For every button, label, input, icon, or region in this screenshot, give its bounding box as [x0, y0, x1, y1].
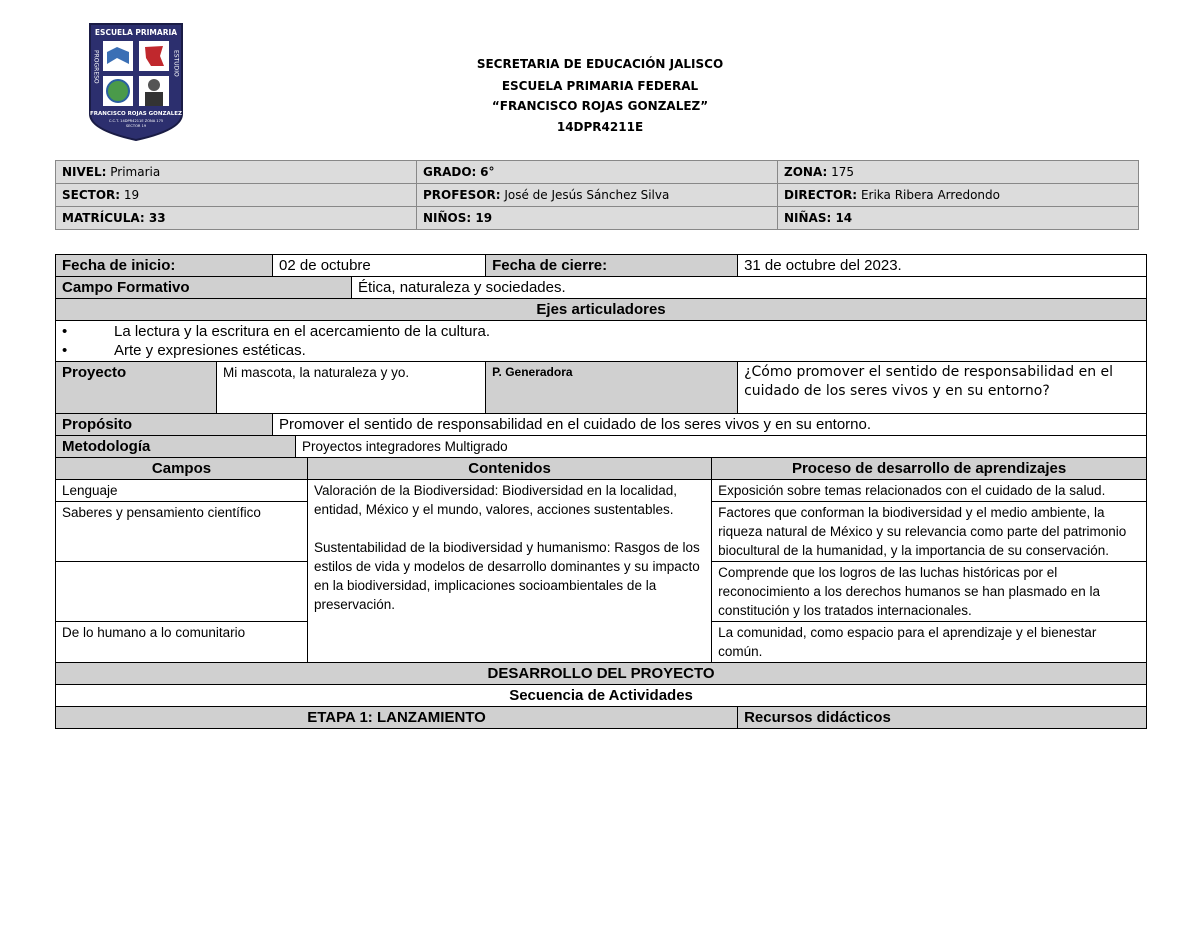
desarrollo-header: DESARROLLO DEL PROYECTO — [56, 663, 1147, 685]
proceso-row: Factores que conforman la biodiversidad y el medio ambiente, la riqueza natural de México y su relevancia como parte del patrimonio biocultural de la humanidad, y la importancia de su conservación. — [712, 502, 1147, 562]
header-line-1: SECRETARIA DE EDUCACIÓN JALISCO — [476, 57, 724, 71]
eje-item: • La lectura y la escritura en el acercamiento de la cultura. — [62, 323, 491, 340]
proposito-value: Promover el sentido de responsabilidad en el cuidado de los seres vivos y en su entorno. — [273, 414, 1147, 436]
profesor-cell: PROFESOR: José de Jesús Sánchez Silva — [417, 184, 778, 207]
metodologia-label: Metodología — [56, 436, 296, 458]
proceso-row: La comunidad, como espacio para el aprendizaje y el bienestar común. — [712, 622, 1147, 663]
proceso-row: Comprende que los logros de las luchas históricas por el reconocimiento a los derechos humanos se han plasmado en la constitución y los tratados internacionales. — [712, 562, 1147, 622]
fecha-inicio-label: Fecha de inicio: — [56, 255, 273, 277]
secuencia-header: Secuencia de Actividades — [56, 685, 1147, 707]
header-line-3: “FRANCISCO ROJAS GONZALEZ” — [491, 99, 709, 113]
header-line-2: ESCUELA PRIMARIA FEDERAL — [501, 79, 699, 93]
campo-row: De lo humano a lo comunitario — [56, 622, 308, 663]
proyecto-label: Proyecto — [56, 362, 217, 414]
eje-item: • Arte y expresiones estéticas. — [62, 342, 306, 359]
recursos-header: Recursos didácticos — [738, 707, 1147, 729]
svg-text:ESTUDIO: ESTUDIO — [172, 50, 180, 77]
campo-row: Lenguaje — [56, 480, 308, 502]
proyecto-value: Mi mascota, la naturaleza y yo. — [217, 362, 486, 414]
pgen-label: P. Generadora — [486, 362, 738, 414]
col-proceso: Proceso de desarrollo de aprendizajes — [712, 458, 1147, 480]
campo-row — [56, 562, 308, 622]
campo-formativo-value: Ética, naturaleza y sociedades. — [352, 277, 1147, 299]
svg-text:PROGRESO: PROGRESO — [92, 50, 100, 84]
ejes-list — [56, 321, 1147, 362]
col-contenidos: Contenidos — [308, 458, 712, 480]
svg-text:ESCUELA PRIMARIA: ESCUELA PRIMARIA — [94, 28, 178, 37]
zona-cell: ZONA: 175 — [778, 161, 1139, 184]
svg-text:FRANCISCO ROJAS GONZALEZ: FRANCISCO ROJAS GONZALEZ — [90, 111, 182, 117]
matricula-cell: MATRÍCULA: 33 — [56, 207, 417, 230]
campo-row: Saberes y pensamiento científico — [56, 502, 308, 562]
fecha-inicio-value: 02 de octubre — [273, 255, 486, 277]
ejes-header: Ejes articuladores — [56, 299, 1147, 321]
proposito-label: Propósito — [56, 414, 273, 436]
ninas-cell: NIÑAS: 14 — [778, 207, 1139, 230]
plan-table — [55, 254, 1147, 729]
proceso-row: Exposición sobre temas relacionados con el cuidado de la salud. — [712, 480, 1147, 502]
header-line-4: 14DPR4211E — [556, 120, 644, 134]
etapa-header: ETAPA 1: LANZAMIENTO — [56, 707, 738, 729]
sector-cell: SECTOR: 19 — [56, 184, 417, 207]
pgen-value: ¿Cómo promover el sentido de responsabilidad en el cuidado de los seres vivos y en su entorno? — [738, 362, 1147, 414]
svg-text:SECTOR 19: SECTOR 19 — [125, 124, 147, 128]
fecha-cierre-value: 31 de octubre del 2023. — [738, 255, 1147, 277]
col-campos: Campos — [56, 458, 308, 480]
metodologia-value: Proyectos integradores Multigrado — [296, 436, 1147, 458]
grado-cell: GRADO: 6° — [417, 161, 778, 184]
ninos-cell: NIÑOS: 19 — [417, 207, 778, 230]
fecha-cierre-label: Fecha de cierre: — [486, 255, 738, 277]
svg-text:C.C.T. 14DPR4211E ZONA 175: C.C.T. 14DPR4211E ZONA 175 — [108, 119, 164, 123]
director-cell: DIRECTOR: Erika Ribera Arredondo — [778, 184, 1139, 207]
school-logo — [88, 22, 184, 142]
contenidos-cell: Valoración de la Biodiversidad: Biodiversidad en la localidad, entidad, México y el mundo, valores, acciones sustentables. Sustentabilidad de la biodiversidad y humanismo: Rasgos de los estilos de vida y modelos de desarrollo dominantes y su impacto en la biodiversidad, implicaciones socioambientales de la preservación. — [308, 480, 712, 663]
nivel-cell: NIVEL: Primaria — [56, 161, 417, 184]
campo-formativo-label: Campo Formativo — [56, 277, 352, 299]
info-table — [55, 160, 1139, 230]
